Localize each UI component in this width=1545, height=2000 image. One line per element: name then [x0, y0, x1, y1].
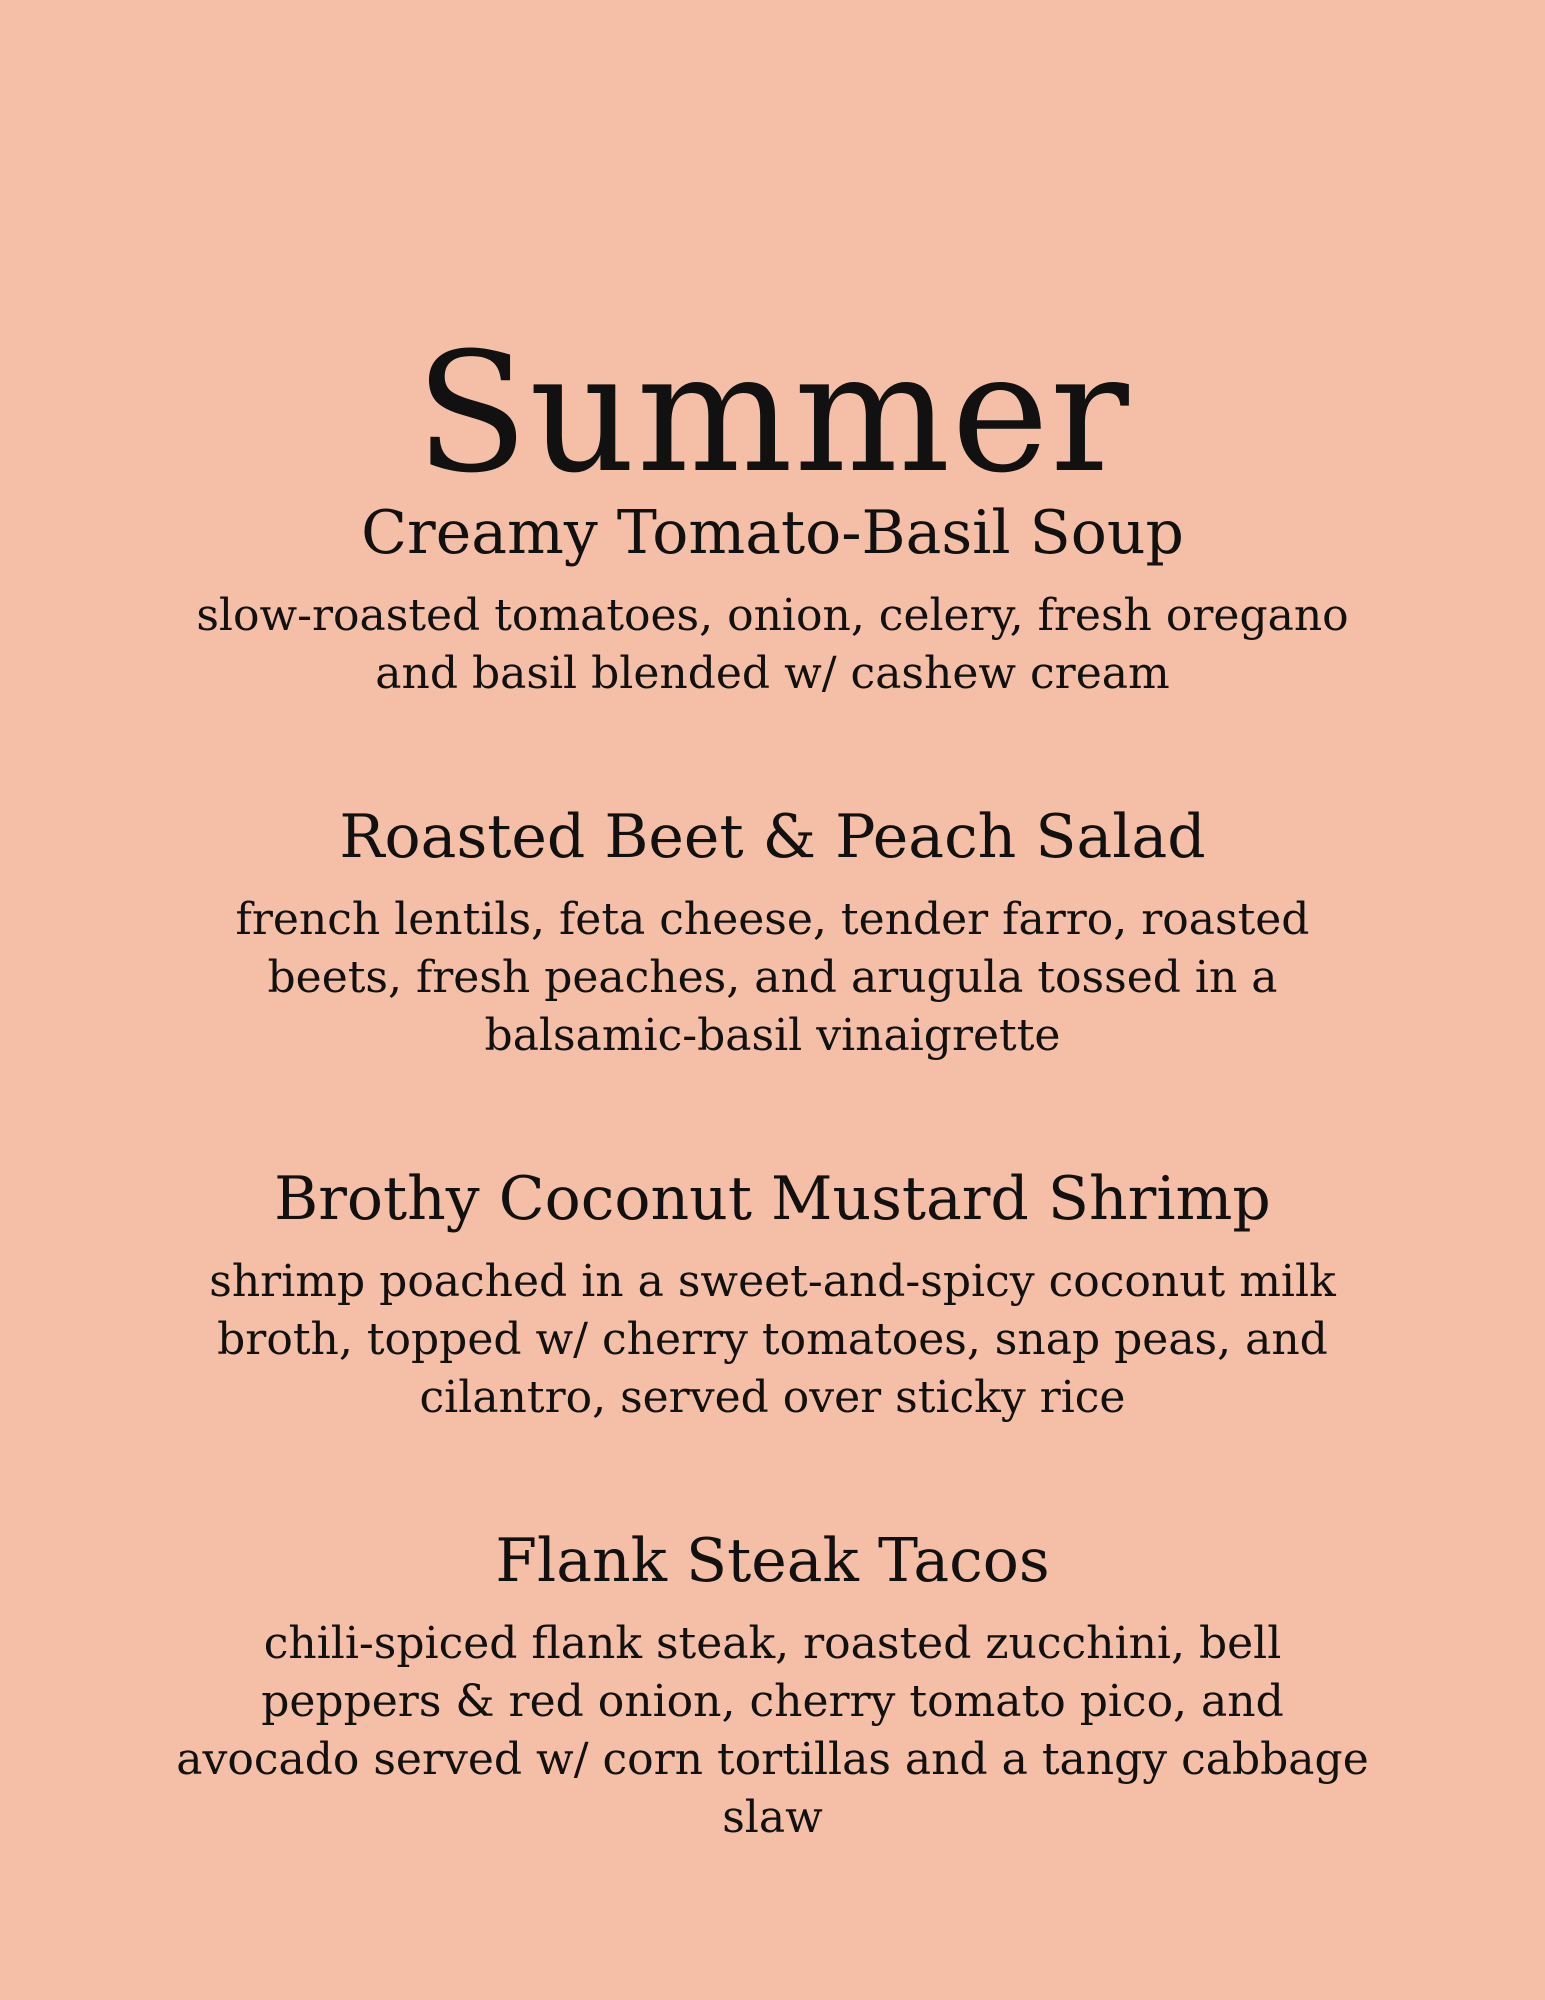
dish-name: Creamy Tomato-Basil Soup: [361, 498, 1184, 568]
dish-name: Brothy Coconut Mustard Shrimp: [274, 1164, 1271, 1234]
dish-description: slow-roasted tomatoes, onion, celery, fresh oregano and basil blended w/ cashew cream: [196, 590, 1349, 699]
menu-item: [170, 498, 1375, 703]
dish-name: Flank Steak Tacos: [495, 1526, 1050, 1596]
menu-item: [170, 1164, 1375, 1427]
menu-item: [170, 1526, 1375, 1847]
menu-item: [170, 802, 1375, 1065]
dish-description: chili-spiced flank steak, roasted zucchini, bell peppers & red onion, cherry tomato pico, and avocado served w/ corn tortillas and a tangy cabbage slaw: [176, 1618, 1369, 1843]
menu-title: Summer: [415, 316, 1130, 509]
dish-description: shrimp poached in a sweet-and-spicy coconut milk broth, topped w/ cherry tomatoes, snap peas, and cilantro, served over sticky rice: [209, 1256, 1336, 1423]
dish-name: Roasted Beet & Peach Salad: [339, 802, 1206, 872]
dish-description: french lentils, feta cheese, tender farro, roasted beets, fresh peaches, and arugula tossed in a balsamic-basil vinaigrette: [235, 894, 1310, 1061]
